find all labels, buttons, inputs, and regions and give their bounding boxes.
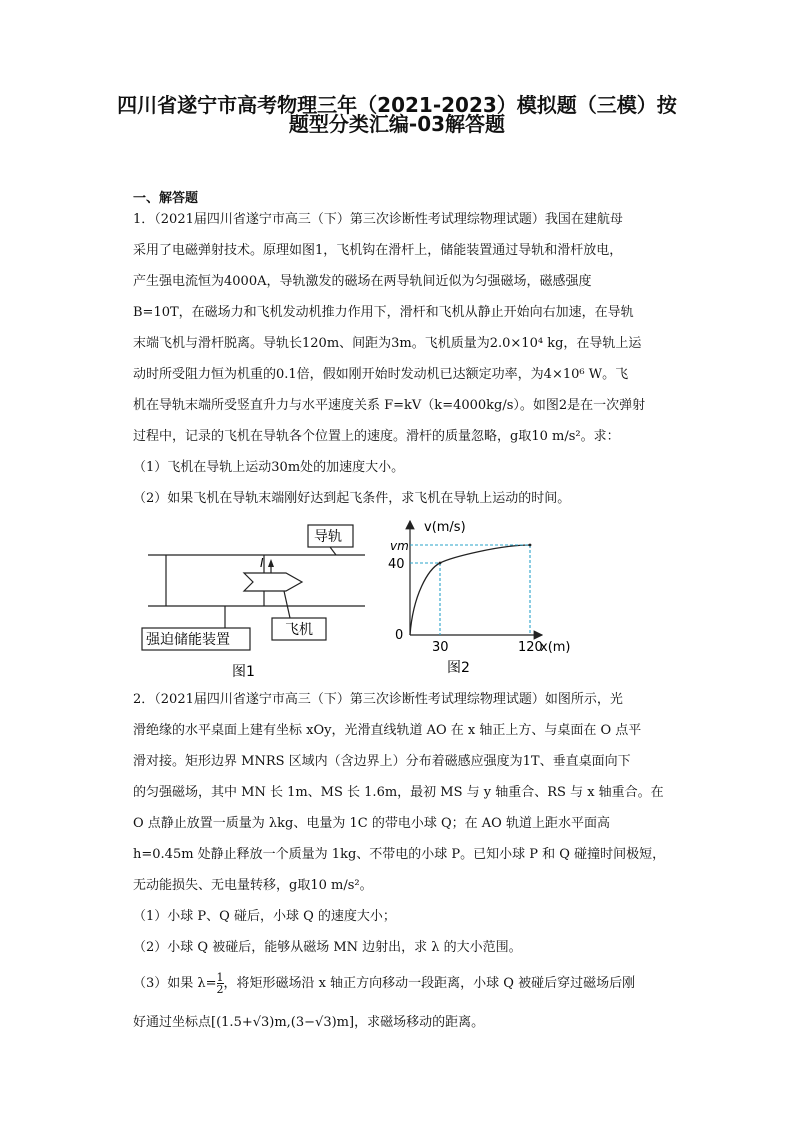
document-title-line2: 题型分类汇编-03解答题 — [288, 112, 506, 136]
q2-line: 的匀强磁场，其中 MN 长 1m、MS 长 1.6m，最初 MS 与 y 轴重合、RS 与 x 轴重合。在 — [133, 785, 664, 800]
label-rail: 导轨 — [314, 529, 342, 545]
q1-line: 动时所受阻力恒为机重的0.1倍，假如刚开始时发动机已达额定功率，为4×10⁶ W。飞 — [133, 367, 629, 382]
section-heading: 一、解答题 — [133, 191, 199, 206]
current-label: I — [260, 556, 264, 570]
document-title-line1: 四川省遂宁市高考物理三年（2021-2023）模拟题（三模）按 — [117, 93, 677, 117]
lambda-fraction — [217, 972, 224, 995]
q1-subquestion-1: （1）飞机在导轨上运动30m处的加速度大小。 — [133, 460, 405, 475]
x-tick-120: 120 — [518, 640, 543, 655]
q2-sub3-prefix: （3）如果 λ= — [133, 976, 217, 991]
q2-line: 2．（2021届四川省遂宁市高三（下）第三次诊断性考试理综物理试题）如图所示，光 — [133, 692, 623, 707]
fraction-denominator: 2 — [216, 983, 224, 996]
x-axis-label: x(m) — [540, 640, 571, 655]
q1-line: 采用了电磁弹射技术。原理如图1，飞机钩在滑杆上，储能装置通过导轨和滑杆放电， — [133, 243, 623, 258]
current-arrow-icon — [268, 559, 274, 567]
q1-line: 机在导轨末端所受竖直升力与水平速度关系 F=kV（k=4000kg/s）。如图2是在一次弹射 — [133, 398, 646, 413]
y-tick-vm: vm — [390, 539, 409, 553]
fraction-numerator: 1 — [216, 971, 224, 984]
q1-line: 末端飞机与滑杆脱离。导轨长120m、间距为3m。飞机质量为2.0×10⁴ kg，在导轨上运 — [133, 336, 642, 351]
q1-line: 1．（2021届四川省遂宁市高三（下）第三次诊断性考试理综物理试题）我国在建航母 — [133, 212, 623, 227]
y-axis-label: v(m/s) — [424, 520, 466, 535]
figure-2-caption: 图2 — [447, 660, 470, 676]
data-point — [439, 562, 442, 565]
x-tick-30: 30 — [432, 640, 449, 655]
figure-2-chart — [380, 515, 580, 685]
q2-line: O 点静止放置一质量为 λkg、电量为 1C 的带电小球 Q；在 AO 轨道上距水平面高 — [133, 816, 610, 831]
data-point — [529, 544, 532, 547]
q2-sub3-line2-prefix: 好通过坐标点 — [133, 1015, 212, 1030]
coordinate-expression: [(1.5+√3)m,(3−√3)m] — [211, 1015, 355, 1030]
figure-1-caption: 图1 — [232, 664, 255, 680]
q2-line: 滑对接。矩形边界 MNRS 区域内（含边界上）分布着磁感应强度为1T、垂直桌面向下 — [133, 754, 631, 769]
q2-line: h=0.45m 处静止释放一个质量为 1kg、不带电的小球 P。已知小球 P 和 Q 碰撞时间极短， — [133, 847, 666, 862]
q2-sub3-suffix: ，将矩形磁场沿 x 轴正方向移动一段距离，小球 Q 被碰后穿过磁场后刚 — [223, 976, 636, 991]
q2-line: 无动能损失、无电量转移，g取10 m/s²。 — [133, 878, 373, 893]
q2-sub3-line2-suffix: ，求磁场移动的距离。 — [354, 1015, 485, 1030]
figure-1 — [140, 520, 370, 685]
y-tick-40: 40 — [388, 557, 405, 572]
label-storage: 强迫储能装置 — [146, 632, 230, 648]
q2-subquestion-3 — [133, 972, 673, 995]
q1-line: 产生强电流恒为4000A，导轨激发的磁场在两导轨间近似为匀强磁场，磁感强度 — [133, 274, 592, 289]
q2-line: 滑绝缘的水平桌面上建有坐标 xOy，光滑直线轨道 AO 在 x 轴正上方、与桌面在 O 点平 — [133, 723, 642, 738]
origin-label: 0 — [395, 628, 404, 643]
q1-line: 过程中，记录的飞机在导轨各个位置上的速度。滑杆的质量忽略，g取10 m/s²。求： — [133, 429, 620, 444]
q2-subquestion-2: （2）小球 Q 被碰后，能够从磁场 MN 边射出，求 λ 的大小范围。 — [133, 940, 522, 955]
q1-subquestion-2: （2）如果飞机在导轨末端刚好达到起飞条件，求飞机在导轨上运动的时间。 — [133, 491, 571, 506]
q2-subquestion-1: （1）小球 P、Q 碰后，小球 Q 的速度大小； — [133, 909, 396, 924]
velocity-curve — [410, 545, 530, 635]
q2-subquestion-3-line2 — [133, 1014, 673, 1032]
label-plane: 飞机 — [285, 622, 313, 638]
airplane-icon — [244, 573, 302, 591]
q1-line: B=10T，在磁场力和飞机发动机推力作用下，滑杆和飞机从静止开始向右加速，在导轨 — [133, 305, 634, 320]
